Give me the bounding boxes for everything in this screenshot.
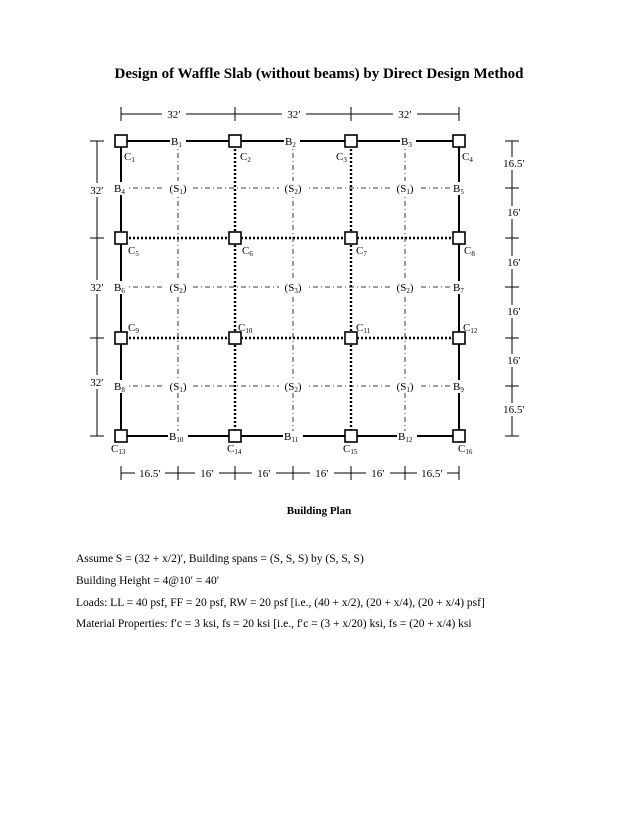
column-label: C11 (356, 322, 371, 335)
column-label: C14 (227, 443, 242, 456)
column-label: C2 (240, 151, 251, 164)
column-label: C7 (356, 245, 367, 258)
column-square (229, 135, 241, 147)
column-label: C3 (336, 151, 347, 164)
beam-label: B8 (114, 381, 125, 394)
column-label: C9 (128, 322, 139, 335)
assumption-note: Assume S = (32 + x/2)′, Building spans = (S, S, S) by (S, S, S) (76, 553, 364, 565)
beam-label: B5 (453, 183, 464, 196)
top-dim-label: 32′ (398, 109, 412, 121)
column-label: C13 (111, 443, 126, 456)
material-properties-note: Material Properties: f′c = 3 ksi, fs = 20 ksi [i.e., f′c = (3 + x/20) ksi, fs = (20 + x/4) ksi (76, 618, 472, 630)
column-label: C5 (128, 245, 139, 258)
left-dim-label: 32′ (90, 377, 104, 389)
column-square (115, 232, 127, 244)
beam-label: B10 (169, 431, 184, 444)
column-label: C15 (343, 443, 358, 456)
column-label: C4 (462, 151, 473, 164)
bottom-dim-label: 16.5′ (421, 468, 443, 480)
bottom-dim-label: 16′ (315, 468, 329, 480)
column-label: C16 (458, 443, 473, 456)
strip-label: (S3) (284, 282, 302, 295)
strip-label: (S1) (396, 381, 414, 394)
column-label: C10 (238, 322, 253, 335)
strip-label: (S1) (169, 183, 187, 196)
building-height-note: Building Height = 4@10′ = 40′ (76, 575, 220, 587)
document-title: Design of Waffle Slab (without beams) by Direct Design Method (114, 66, 524, 82)
top-dim-label: 32′ (167, 109, 181, 121)
column-square (229, 232, 241, 244)
beam-label: B6 (114, 282, 125, 295)
beam-label: B7 (453, 282, 464, 295)
column-square (115, 135, 127, 147)
loads-note: Loads: LL = 40 psf, FF = 20 psf, RW = 20 psf [i.e., (40 + x/2), (20 + x/4), (20 + x/4) psf] (76, 597, 485, 609)
column-square (453, 135, 465, 147)
beam-label: B11 (284, 431, 299, 444)
column-square (229, 430, 241, 442)
strip-label: (S1) (396, 183, 414, 196)
beam-label: B4 (114, 183, 125, 196)
beam-label: B9 (453, 381, 464, 394)
beam-label: B3 (401, 136, 412, 149)
left-dim-label: 32′ (90, 185, 104, 197)
bottom-dim-label: 16′ (371, 468, 385, 480)
beam-label: B12 (398, 431, 413, 444)
right-dim-label: 16.5′ (503, 158, 525, 170)
right-dim-label: 16′ (507, 306, 521, 318)
column-square (115, 332, 127, 344)
right-dimension-line (505, 141, 519, 436)
column-label: C1 (124, 151, 135, 164)
right-dim-label: 16.5′ (503, 404, 525, 416)
column-square (115, 430, 127, 442)
top-dim-label: 32′ (287, 109, 301, 121)
strip-label: (S2) (284, 381, 302, 394)
bottom-dim-label: 16′ (200, 468, 214, 480)
left-dim-label: 32′ (90, 282, 104, 294)
column-label: C6 (242, 245, 253, 258)
column-square (453, 232, 465, 244)
bottom-dimension-line (121, 466, 459, 480)
strip-label: (S1) (169, 381, 187, 394)
column-label: C12 (463, 322, 478, 335)
right-dim-label: 16′ (507, 207, 521, 219)
strip-label: (S2) (284, 183, 302, 196)
right-dim-label: 16′ (507, 355, 521, 367)
beam-label: B1 (171, 136, 182, 149)
column-label: C8 (464, 245, 475, 258)
bottom-dim-label: 16′ (257, 468, 271, 480)
strip-label: (S2) (396, 282, 414, 295)
strip-label: (S2) (169, 282, 187, 295)
plan-caption: Building Plan (286, 505, 352, 517)
column-square (345, 135, 357, 147)
beam-label: B2 (285, 136, 296, 149)
column-square (345, 430, 357, 442)
column-square (453, 430, 465, 442)
right-dim-label: 16′ (507, 257, 521, 269)
column-square (345, 232, 357, 244)
bottom-dim-label: 16.5′ (139, 468, 161, 480)
